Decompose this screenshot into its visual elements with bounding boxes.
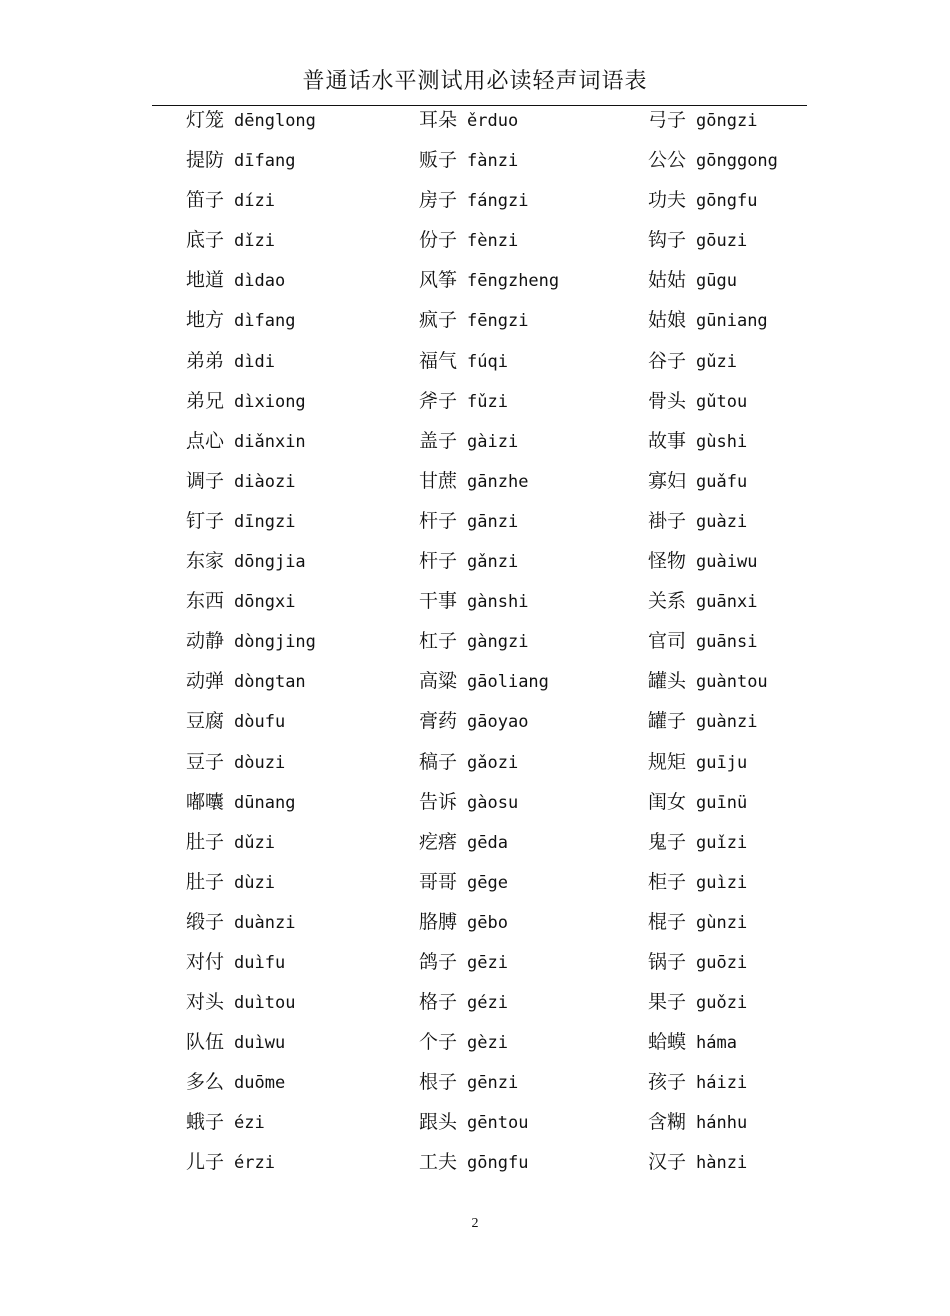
word-entry <box>419 1102 559 1142</box>
word-pinyin: dǐzi <box>234 231 275 252</box>
word-hanzi: 谷子 <box>648 349 687 372</box>
word-hanzi: 动静 <box>186 630 225 653</box>
word-entry <box>419 461 559 501</box>
word-pinyin: gànshi <box>467 592 529 613</box>
word-pinyin: guānxi <box>696 592 758 613</box>
word-pinyin: dòuzi <box>234 752 286 773</box>
word-entry <box>648 661 778 701</box>
word-entry <box>648 341 778 381</box>
word-hanzi: 对付 <box>186 950 225 973</box>
word-entry <box>186 621 316 661</box>
word-entry <box>186 501 316 541</box>
word-pinyin: guānsi <box>696 632 758 653</box>
word-pinyin: fènzi <box>467 231 519 252</box>
word-entry <box>648 140 778 180</box>
word-pinyin: dòngtan <box>234 672 306 693</box>
word-hanzi: 斧子 <box>419 389 458 412</box>
word-pinyin: dùzi <box>234 872 275 893</box>
word-hanzi: 风筝 <box>419 269 458 292</box>
word-pinyin: gēnzi <box>467 1073 519 1094</box>
word-pinyin: háma <box>696 1033 737 1054</box>
word-entry <box>419 862 559 902</box>
word-hanzi: 豆子 <box>186 750 225 773</box>
word-pinyin: guànzi <box>696 712 758 733</box>
word-entry <box>419 701 559 741</box>
word-pinyin: gézi <box>467 993 508 1014</box>
word-hanzi: 含糊 <box>648 1111 687 1134</box>
word-pinyin: dìxiong <box>234 391 306 412</box>
word-entry <box>186 902 316 942</box>
word-hanzi: 豆腐 <box>186 710 225 733</box>
word-pinyin: gēge <box>467 872 508 893</box>
word-entry <box>186 381 316 421</box>
word-hanzi: 哥哥 <box>419 870 458 893</box>
word-entry <box>419 942 559 982</box>
word-pinyin: gōngzi <box>696 111 758 131</box>
word-pinyin: gāoliang <box>467 672 549 693</box>
word-pinyin: dōngjia <box>234 552 306 573</box>
word-pinyin: gūniang <box>696 311 768 332</box>
word-hanzi: 褂子 <box>648 509 687 532</box>
word-entry <box>186 260 316 300</box>
word-entry <box>186 341 316 381</box>
word-hanzi: 姑姑 <box>648 269 687 292</box>
word-pinyin: diàozi <box>234 471 296 492</box>
word-hanzi: 工夫 <box>419 1151 458 1174</box>
word-pinyin: dīngzi <box>234 511 296 532</box>
word-entry <box>186 1142 316 1182</box>
word-pinyin: guīnü <box>696 792 748 813</box>
word-pinyin: guǎfu <box>696 471 748 492</box>
word-hanzi: 跟头 <box>419 1111 458 1134</box>
word-entry <box>419 982 559 1022</box>
word-pinyin: fúqi <box>467 351 508 372</box>
word-pinyin: gānzhe <box>467 471 529 492</box>
word-hanzi: 故事 <box>648 429 687 452</box>
word-pinyin: dūnang <box>234 792 296 813</box>
word-hanzi: 功夫 <box>648 189 687 212</box>
word-pinyin: gēda <box>467 832 508 853</box>
word-entry <box>186 701 316 741</box>
word-hanzi: 肚子 <box>186 870 225 893</box>
word-pinyin: háizi <box>696 1073 748 1094</box>
word-column-1 <box>186 100 316 1183</box>
word-pinyin: dòngjing <box>234 632 316 653</box>
word-pinyin: gōngfu <box>467 1153 529 1174</box>
word-pinyin: gèzi <box>467 1033 508 1054</box>
word-pinyin: dēnglong <box>234 111 316 131</box>
word-pinyin: guīju <box>696 752 748 773</box>
word-entry <box>648 1062 778 1102</box>
word-entry <box>648 461 778 501</box>
word-pinyin: dīfang <box>234 151 296 172</box>
word-hanzi: 东家 <box>186 550 225 573</box>
word-entry <box>186 822 316 862</box>
word-entry <box>419 260 559 300</box>
word-hanzi: 蛤蟆 <box>648 1031 687 1054</box>
word-hanzi: 对头 <box>186 991 225 1014</box>
word-pinyin: gǎnzi <box>467 552 519 573</box>
word-entry <box>186 100 316 140</box>
word-hanzi: 鬼子 <box>648 830 687 853</box>
word-pinyin: gùnzi <box>696 912 748 933</box>
word-entry <box>648 942 778 982</box>
word-entry <box>419 742 559 782</box>
word-entry <box>648 701 778 741</box>
word-pinyin: guōzi <box>696 952 748 973</box>
word-hanzi: 柜子 <box>648 870 687 893</box>
word-hanzi: 汉子 <box>648 1151 687 1174</box>
word-hanzi: 寡妇 <box>648 469 687 492</box>
word-hanzi: 公公 <box>648 149 687 172</box>
word-hanzi: 杆子 <box>419 550 458 573</box>
word-pinyin: gǔzi <box>696 351 737 372</box>
word-hanzi: 疯子 <box>419 309 458 332</box>
word-hanzi: 骨头 <box>648 389 687 412</box>
word-pinyin: diǎnxin <box>234 431 306 452</box>
word-entry <box>419 341 559 381</box>
word-pinyin: dìfang <box>234 311 296 332</box>
word-pinyin: guàiwu <box>696 552 758 573</box>
word-entry <box>419 100 559 140</box>
word-hanzi: 个子 <box>419 1031 458 1054</box>
word-pinyin: ézi <box>234 1113 265 1134</box>
page-number: 2 <box>471 1216 479 1231</box>
word-hanzi: 房子 <box>419 189 458 212</box>
word-entry <box>648 822 778 862</box>
word-pinyin: fǔzi <box>467 391 508 412</box>
word-pinyin: duìtou <box>234 993 296 1014</box>
word-hanzi: 罐头 <box>648 670 687 693</box>
word-pinyin: dìdao <box>234 271 286 292</box>
word-entry <box>648 1022 778 1062</box>
word-entry <box>419 661 559 701</box>
word-entry <box>186 1022 316 1062</box>
word-pinyin: gēbo <box>467 912 508 933</box>
word-entry <box>186 581 316 621</box>
word-pinyin: guǐzi <box>696 832 748 853</box>
word-entry <box>648 1142 778 1182</box>
word-hanzi: 耳朵 <box>419 109 458 131</box>
word-pinyin: dízi <box>234 191 275 212</box>
word-pinyin: gǎozi <box>467 752 519 773</box>
word-hanzi: 东西 <box>186 590 225 613</box>
word-entry <box>186 421 316 461</box>
word-column-2 <box>419 100 559 1183</box>
word-hanzi: 缎子 <box>186 910 225 933</box>
word-entry <box>648 220 778 260</box>
word-hanzi: 福气 <box>419 349 458 372</box>
word-entry <box>186 220 316 260</box>
word-entry <box>419 421 559 461</box>
word-pinyin: dìdi <box>234 351 275 372</box>
word-entry <box>419 782 559 822</box>
word-hanzi: 疙瘩 <box>419 830 458 853</box>
word-entry <box>648 782 778 822</box>
word-hanzi: 份子 <box>419 229 458 252</box>
word-hanzi: 官司 <box>648 630 687 653</box>
word-hanzi: 稿子 <box>419 750 458 773</box>
word-entry <box>648 300 778 340</box>
word-entry <box>648 1102 778 1142</box>
word-pinyin: gàosu <box>467 792 519 813</box>
word-pinyin: gùshi <box>696 431 748 452</box>
word-hanzi: 弓子 <box>648 109 687 131</box>
word-column-3 <box>648 100 778 1183</box>
word-pinyin: guàntou <box>696 672 768 693</box>
word-hanzi: 干事 <box>419 590 458 613</box>
word-entry <box>419 621 559 661</box>
word-entry <box>648 581 778 621</box>
word-hanzi: 点心 <box>186 429 225 452</box>
word-hanzi: 格子 <box>419 991 458 1014</box>
word-pinyin: duōme <box>234 1073 286 1094</box>
word-hanzi: 盖子 <box>419 429 458 452</box>
word-entry <box>419 140 559 180</box>
word-hanzi: 孩子 <box>648 1071 687 1094</box>
word-hanzi: 怪物 <box>648 550 687 573</box>
word-hanzi: 棍子 <box>648 910 687 933</box>
word-hanzi: 调子 <box>186 469 225 492</box>
word-pinyin: guǒzi <box>696 993 748 1014</box>
word-hanzi: 队伍 <box>186 1031 225 1054</box>
word-hanzi: 钉子 <box>186 509 225 532</box>
word-entry <box>186 300 316 340</box>
word-pinyin: gāoyao <box>467 712 529 733</box>
word-pinyin: fànzi <box>467 151 519 172</box>
word-hanzi: 底子 <box>186 229 225 252</box>
word-hanzi: 闺女 <box>648 790 687 813</box>
word-hanzi: 肚子 <box>186 830 225 853</box>
word-entry <box>648 421 778 461</box>
word-hanzi: 告诉 <box>419 790 458 813</box>
word-hanzi: 动弹 <box>186 670 225 693</box>
word-hanzi: 高粱 <box>419 670 458 693</box>
word-entry <box>648 260 778 300</box>
word-hanzi: 灯笼 <box>186 109 225 131</box>
word-entry <box>186 982 316 1022</box>
word-pinyin: duànzi <box>234 912 296 933</box>
word-entry <box>419 1062 559 1102</box>
word-entry <box>419 541 559 581</box>
word-entry <box>419 1022 559 1062</box>
word-entry <box>186 782 316 822</box>
word-entry <box>186 541 316 581</box>
word-pinyin: fēngzi <box>467 311 529 332</box>
word-pinyin: gānzi <box>467 511 519 532</box>
word-hanzi: 弟兄 <box>186 389 225 412</box>
word-hanzi: 规矩 <box>648 750 687 773</box>
word-hanzi: 贩子 <box>419 149 458 172</box>
word-pinyin: gǔtou <box>696 391 748 412</box>
word-hanzi: 多么 <box>186 1071 225 1094</box>
word-entry <box>648 180 778 220</box>
word-hanzi: 杆子 <box>419 509 458 532</box>
word-pinyin: gàngzi <box>467 632 529 653</box>
word-hanzi: 地方 <box>186 309 225 332</box>
word-entry <box>648 381 778 421</box>
word-entry <box>648 621 778 661</box>
word-entry <box>648 862 778 902</box>
word-hanzi: 鸽子 <box>419 950 458 973</box>
word-pinyin: gēntou <box>467 1113 529 1134</box>
word-pinyin: guìzi <box>696 872 748 893</box>
word-entry <box>186 1102 316 1142</box>
word-pinyin: fēngzheng <box>467 271 560 292</box>
word-pinyin: hánhu <box>696 1113 748 1134</box>
word-hanzi: 杠子 <box>419 630 458 653</box>
word-pinyin: duìwu <box>234 1033 286 1054</box>
word-pinyin: ěrduo <box>467 111 519 131</box>
word-hanzi: 锅子 <box>648 950 687 973</box>
word-pinyin: fángzi <box>467 191 529 212</box>
word-entry <box>648 902 778 942</box>
word-hanzi: 关系 <box>648 590 687 613</box>
word-entry <box>419 501 559 541</box>
word-hanzi: 甘蔗 <box>419 469 458 492</box>
word-hanzi: 嘟囔 <box>186 790 225 813</box>
word-entry <box>419 220 559 260</box>
word-entry <box>648 742 778 782</box>
word-entry <box>186 942 316 982</box>
word-entry <box>186 1062 316 1102</box>
word-entry <box>186 461 316 501</box>
word-entry <box>419 902 559 942</box>
word-entry <box>186 180 316 220</box>
word-entry <box>648 541 778 581</box>
word-pinyin: gàizi <box>467 431 519 452</box>
word-entry <box>648 501 778 541</box>
word-hanzi: 根子 <box>419 1071 458 1094</box>
word-hanzi: 提防 <box>186 149 225 172</box>
word-pinyin: gōuzi <box>696 231 748 252</box>
word-pinyin: dōngxi <box>234 592 296 613</box>
word-pinyin: gēzi <box>467 952 508 973</box>
word-entry <box>186 742 316 782</box>
word-pinyin: érzi <box>234 1153 275 1174</box>
word-hanzi: 弟弟 <box>186 349 225 372</box>
word-hanzi: 姑娘 <box>648 309 687 332</box>
word-pinyin: gōngfu <box>696 191 758 212</box>
word-entry <box>186 862 316 902</box>
word-hanzi: 膏药 <box>419 710 458 733</box>
word-entry <box>186 661 316 701</box>
word-entry <box>648 982 778 1022</box>
word-entry <box>419 300 559 340</box>
word-entry <box>186 140 316 180</box>
word-entry <box>419 822 559 862</box>
word-pinyin: gōnggong <box>696 151 778 172</box>
word-pinyin: dòufu <box>234 712 286 733</box>
word-hanzi: 蛾子 <box>186 1111 225 1134</box>
word-hanzi: 罐子 <box>648 710 687 733</box>
word-hanzi: 儿子 <box>186 1151 225 1174</box>
word-hanzi: 胳膊 <box>419 910 458 933</box>
word-hanzi: 笛子 <box>186 189 225 212</box>
word-hanzi: 果子 <box>648 991 687 1014</box>
word-pinyin: guàzi <box>696 511 748 532</box>
word-pinyin: dǔzi <box>234 832 275 853</box>
word-pinyin: duìfu <box>234 952 286 973</box>
word-hanzi: 地道 <box>186 269 225 292</box>
word-entry <box>419 180 559 220</box>
word-entry <box>419 381 559 421</box>
page-title: 普通话水平测试用必读轻声词语表 <box>302 69 648 94</box>
word-pinyin: hànzi <box>696 1153 748 1174</box>
word-entry <box>419 1142 559 1182</box>
word-pinyin: gūgu <box>696 271 737 292</box>
word-entry <box>419 581 559 621</box>
word-entry <box>648 100 778 140</box>
word-hanzi: 钩子 <box>648 229 687 252</box>
